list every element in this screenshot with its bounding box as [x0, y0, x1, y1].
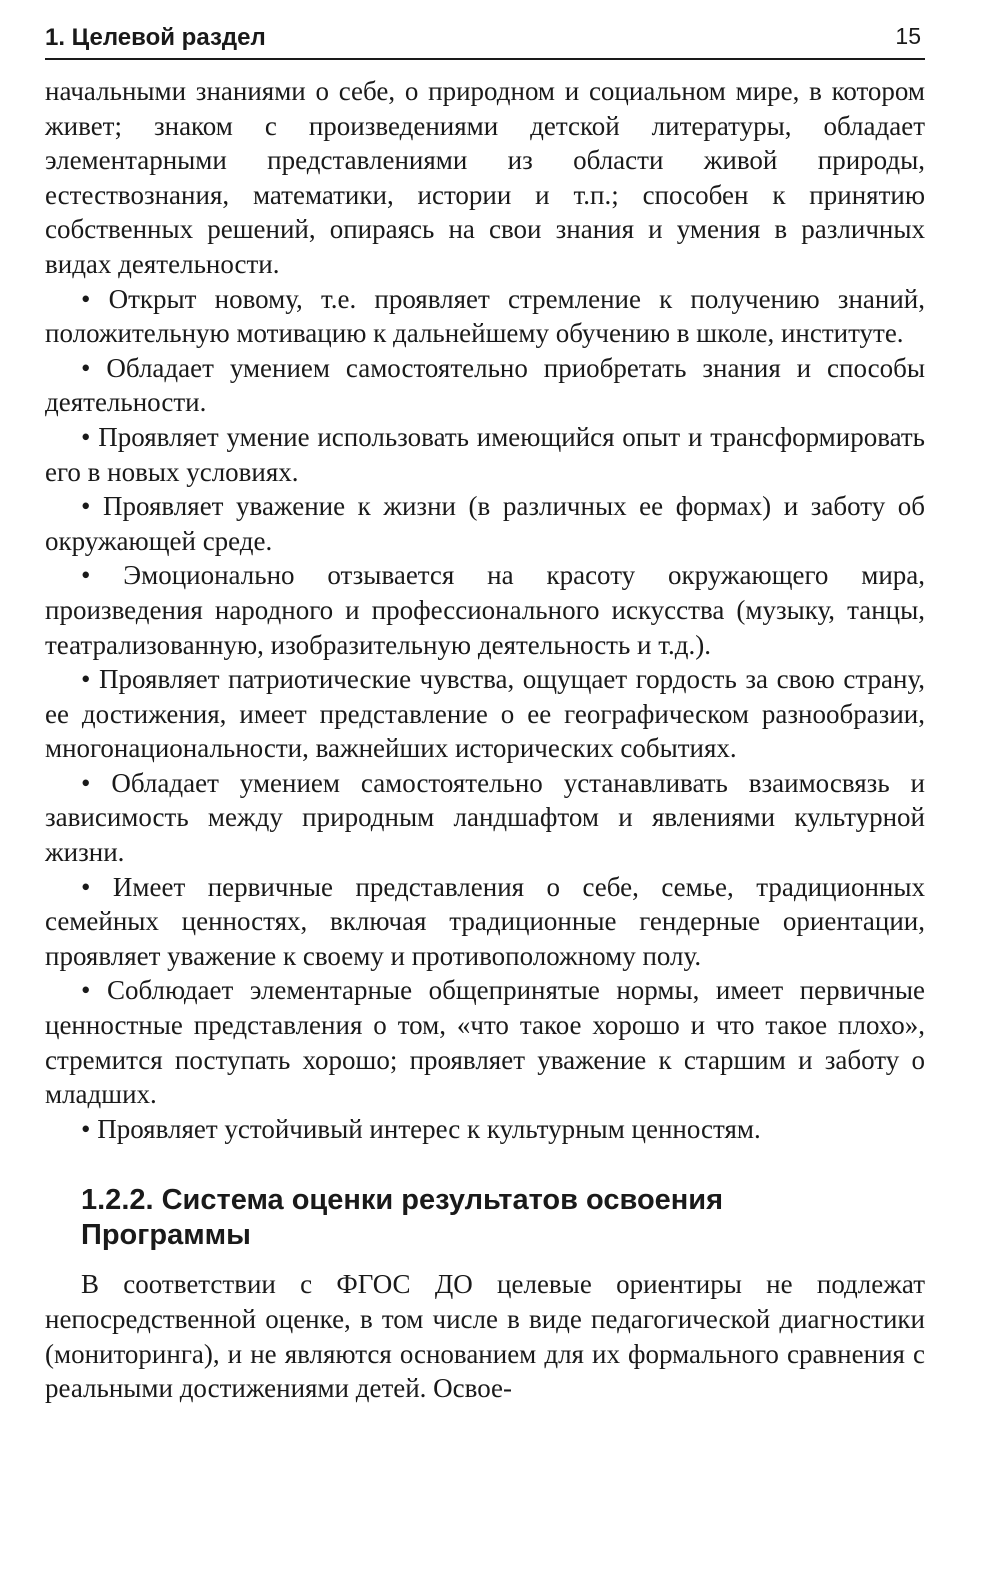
running-header — [45, 18, 925, 60]
book-page — [45, 18, 925, 1406]
section-paragraph: В соответствии с ФГОС ДО целевые ориентиры не подлежат непосредственной оценке, в том числе в виде педагогической диагностики (мониторинга), и не являются основанием для их формального сравнения с реальными достижениями детей. Освое- — [45, 1269, 925, 1404]
bullet-item: • Открыт новому, т.е. проявляет стремление к получению знаний, положительную мотивацию к дальнейшему обучению в школе, институте. — [45, 283, 925, 349]
bullet-item: • Проявляет уважение к жизни (в различных ее формах) и заботу об окружающей среде. — [45, 491, 925, 556]
bullet-item: • Обладает умением самостоятельно приобретать знания и способы деятельности. — [45, 352, 925, 418]
section-heading-line-1: 1.2.2. Система оценки результатов освоения — [81, 1184, 724, 1217]
section-heading — [81, 1183, 925, 1253]
section-heading-line-2: Программы — [81, 1219, 251, 1252]
bullet-item: • Обладает умением самостоятельно устанавливать взаимосвязь и зависимость между природным ландшафтом и явлениями культурной жизни. — [45, 767, 925, 868]
continuation-paragraph: начальными знаниями о себе, о природном и социальном мире, в котором живет; знаком с произведениями детской литературы, обладает элементарными представлениями из области живой природы, естествознания, математики, истории и т.п.; способен к принятию собственных решений, опираясь на свои знания и умения в различных видах деятельности. — [45, 76, 925, 279]
bullet-item: • Соблюдает элементарные общепринятые нормы, имеет первичные ценностные представления о том, «что такое хорошо и что такое плохо», стремится поступать хорошо; проявляет уважение к старшим и заботу о младших. — [45, 975, 925, 1110]
chapter-title: 1. Целевой раздел — [45, 24, 266, 51]
bullet-item: • Эмоционально отзывается на красоту окружающего мира, произведения народного и профессионального искусства (музыку, танцы, театрализованную, изобразительную деятельность и т.д.). — [45, 560, 925, 660]
bullet-item: • Проявляет патриотические чувства, ощущает гордость за свою страну, ее достижения, имеет представление о ее географическом разнообразии, многонациональности, важнейших исторических событиях. — [45, 664, 925, 764]
bullet-item: • Проявляет устойчивый интерес к культурным ценностям. — [81, 1113, 761, 1144]
bullet-item: • Имеет первичные представления о себе, семье, традиционных семейных ценностях, включая традиционные гендерные ориентации, проявляет уважение к своему и противоположному полу. — [45, 871, 925, 971]
body-text — [45, 74, 925, 1146]
bullet-item: • Проявляет умение использовать имеющийся опыт и трансформировать его в новых условиях. — [45, 421, 925, 487]
page-number: 15 — [895, 23, 921, 49]
